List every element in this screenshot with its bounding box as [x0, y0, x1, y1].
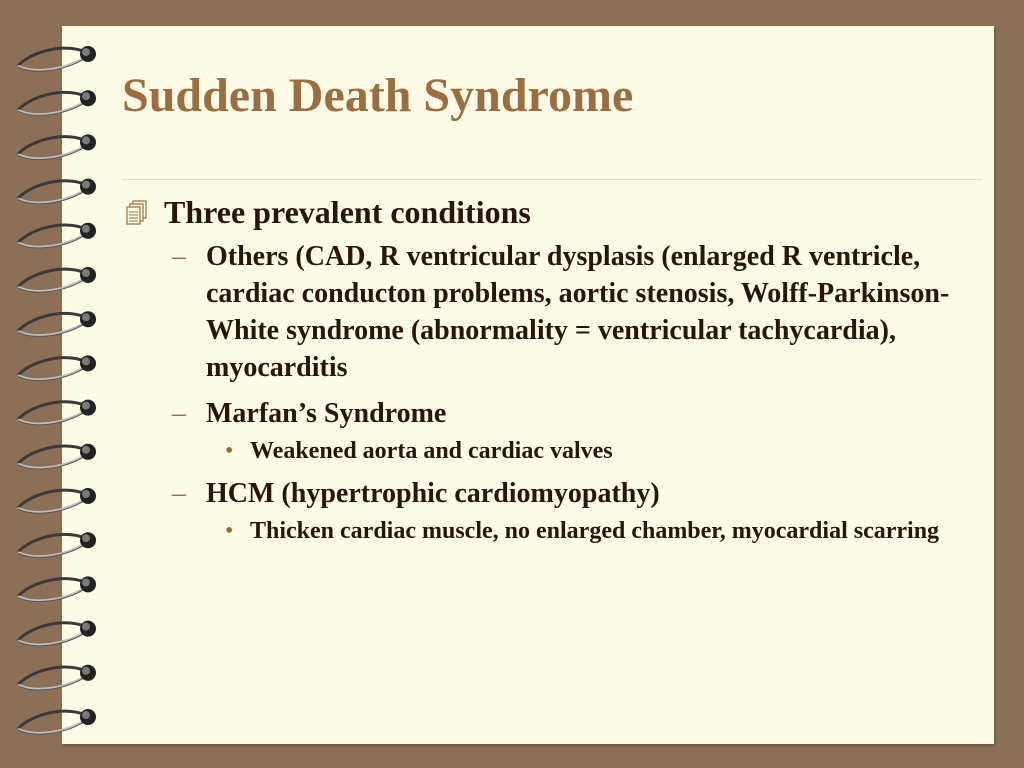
- dash-marker: –: [172, 478, 186, 509]
- spiral-ring: [18, 46, 96, 71]
- spiral-ring: [18, 311, 96, 336]
- sub-bullet-text: Marfan’s Syndrome: [206, 398, 447, 429]
- slide-body: [122, 192, 972, 546]
- spiral-ring: [18, 179, 96, 204]
- title-divider: [122, 179, 982, 180]
- sub-bullet-text: Others (CAD, R ventricular dysplasis (enlarged R ventricle, cardiac conducton problems, aortic stenosis, Wolff-Parkinson-White syndrome (abnormality = ventricular tachycardia), myocarditis: [206, 241, 950, 383]
- dot-marker: •: [225, 518, 234, 544]
- spiral-ring: [18, 223, 96, 248]
- dash-marker: –: [172, 241, 186, 272]
- spiral-ring: [18, 355, 96, 380]
- notebook-pages-icon: [124, 200, 150, 228]
- dash-marker: –: [172, 398, 186, 429]
- bullet-level1: [122, 192, 972, 232]
- spiral-ring: [18, 267, 96, 292]
- spiral-ring: [18, 665, 96, 690]
- spiral-ring: [18, 532, 96, 557]
- spiral-ring: [18, 488, 96, 513]
- sub-sub-bullet-thicken: [122, 516, 972, 546]
- sub-bullet-marfan: [122, 395, 972, 432]
- sub-sub-bullet-aorta: [122, 436, 972, 466]
- spiral-ring: [18, 90, 96, 115]
- spiral-ring: [18, 576, 96, 601]
- spiral-ring: [18, 621, 96, 646]
- spiral-ring: [18, 400, 96, 425]
- spiral-ring: [18, 134, 96, 159]
- sub-sub-bullet-text: Thicken cardiac muscle, no enlarged chamber, myocardial scarring: [250, 518, 940, 544]
- dot-marker: •: [225, 438, 234, 464]
- sub-bullet-text: HCM (hypertrophic cardiomyopathy): [206, 478, 660, 509]
- spiral-binding: [0, 0, 110, 768]
- bullet-text: Three prevalent conditions: [164, 194, 531, 230]
- spiral-ring: [18, 709, 96, 734]
- sub-bullet-others: [122, 238, 972, 386]
- spiral-ring: [18, 444, 96, 469]
- sub-bullet-hcm: [122, 475, 972, 512]
- slide-title: Sudden Death Syndrome: [122, 69, 634, 122]
- sub-sub-bullet-text: Weakened aorta and cardiac valves: [250, 438, 613, 464]
